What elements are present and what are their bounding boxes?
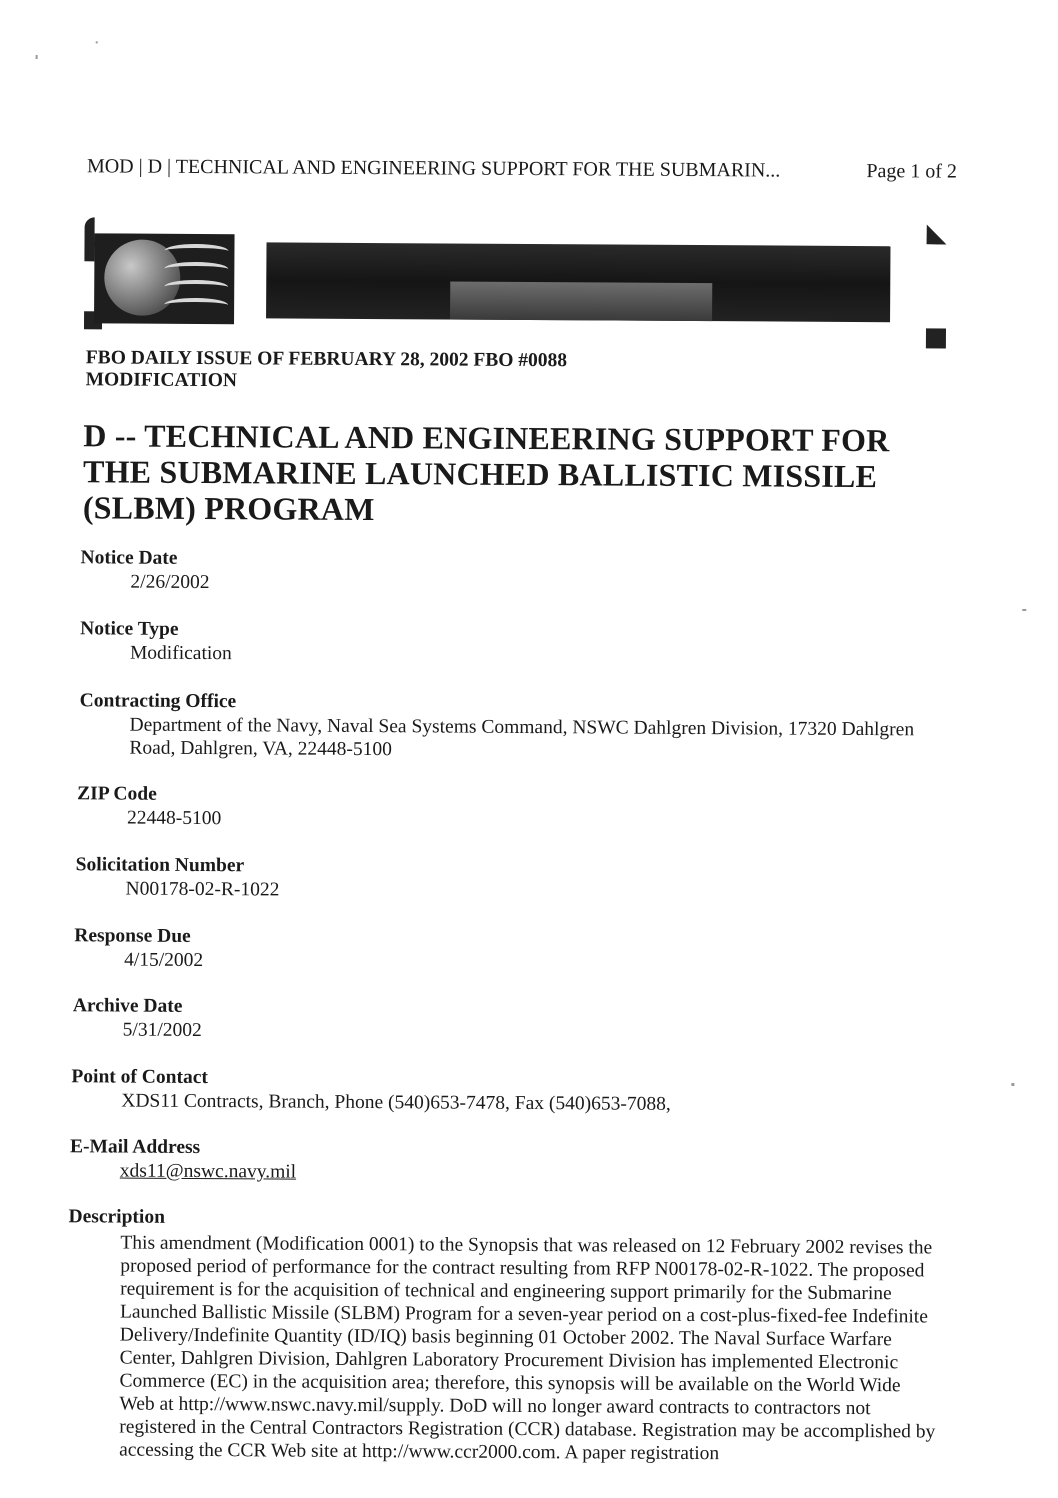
contracting-office-label: Contracting Office (79, 690, 237, 713)
banner-bar (266, 242, 890, 322)
point-of-contact-field (71, 1065, 941, 1117)
scan-speck (1022, 609, 1026, 611)
point-of-contact-label: Point of Contact (71, 1066, 208, 1089)
notice-date-label: Notice Date (80, 547, 178, 569)
solicitation-number-label: Solicitation Number (75, 854, 245, 877)
description-label: Description (68, 1206, 166, 1228)
zip-code-field (77, 782, 222, 830)
response-due-field (74, 924, 203, 972)
fbo-logo (94, 233, 235, 324)
notice-date-field (80, 546, 209, 594)
scan-speck (1011, 1083, 1014, 1086)
issue-number: FBO DAILY ISSUE OF FEBRUARY 28, 2002 FBO #0088 (85, 347, 568, 372)
notice-date-value: 2/26/2002 (130, 571, 210, 594)
page-number: Page 1 of 2 (866, 160, 958, 183)
scan-speck (96, 41, 98, 43)
archive-date-field (73, 994, 202, 1042)
issue-heading (86, 347, 568, 394)
description-value: This amendment (Modification 0001) to the Synopsis that was released on 12 February 2002 revises the proposed period of performance for the contract resulting from RFP N00178-02-R-1022. The proposed requirement is for the acquisition of technical and engineering support primarily for the Submarine Launched Ballistic Missile (SLBM) Program for a seven-year period on a cost-plus-fixed-fee Indefinite Delivery/Indefinite Quantity (ID/IQ) basis beginning 01 October 2002. The Naval Surface Warfare Center, Dahlgren Division, Dahlgren Laboratory Procurement Division has implemented Electronic Commerce (EC) in the acquisition area; therefore, this synopsis will be available on the World Wide Web at http://www.nswc.navy.mil/supply. DoD will no longer award contracts to contractors not registered in the Central Contractors Registration (CCR) database. Registration may be accomplished by accessing the CCR Web site at http://www.ccr2000.com. A paper registration (119, 1232, 936, 1465)
banner-inset (450, 282, 712, 322)
notice-type-field (80, 617, 232, 665)
print-header-title: MOD | D | TECHNICAL AND ENGINEERING SUPPORT FOR THE SUBMARIN... (86, 155, 781, 182)
print-header (87, 155, 957, 183)
response-due-label: Response Due (74, 925, 191, 947)
banner-corner-bottom-right (926, 328, 946, 348)
email-field (70, 1135, 297, 1183)
email-label: E-Mail Address (69, 1136, 201, 1159)
fbo-banner (84, 211, 955, 354)
archive-date-label: Archive Date (72, 995, 183, 1017)
scan-speck (36, 55, 38, 59)
description-field (67, 1205, 941, 1466)
zip-code-label: ZIP Code (77, 783, 157, 805)
contracting-office-field (79, 689, 919, 764)
contracting-office-value: Department of the Navy, Naval Sea Systems Command, NSWC Dahlgren Division, 17320 Dahlgren Road, Dahlgren, VA, 22448-5100 (129, 714, 915, 761)
solicitation-number-field (75, 853, 279, 901)
zip-code-value: 22448-5100 (126, 807, 222, 830)
notice-title: D -- TECHNICAL AND ENGINEERING SUPPORT FOR THE SUBMARINE LAUNCHED BALLISTIC MISSILE (SLBM) PROGRAM (82, 417, 890, 528)
banner-corner-top-right (927, 224, 947, 244)
email-link[interactable]: xds11@nswc.navy.mil (119, 1160, 297, 1183)
point-of-contact-value: XDS11 Contracts, Branch, Phone (540)653-7478, Fax (540)653-7088, (121, 1090, 671, 1115)
archive-date-value: 5/31/2002 (122, 1019, 202, 1042)
solicitation-number-value: N00178-02-R-1022 (125, 878, 280, 901)
issue-type: MODIFICATION (85, 369, 238, 392)
response-due-value: 4/15/2002 (124, 949, 204, 972)
banner-corner-top-left (84, 217, 94, 261)
notice-type-label: Notice Type (80, 618, 179, 640)
notice-type-value: Modification (129, 642, 232, 665)
